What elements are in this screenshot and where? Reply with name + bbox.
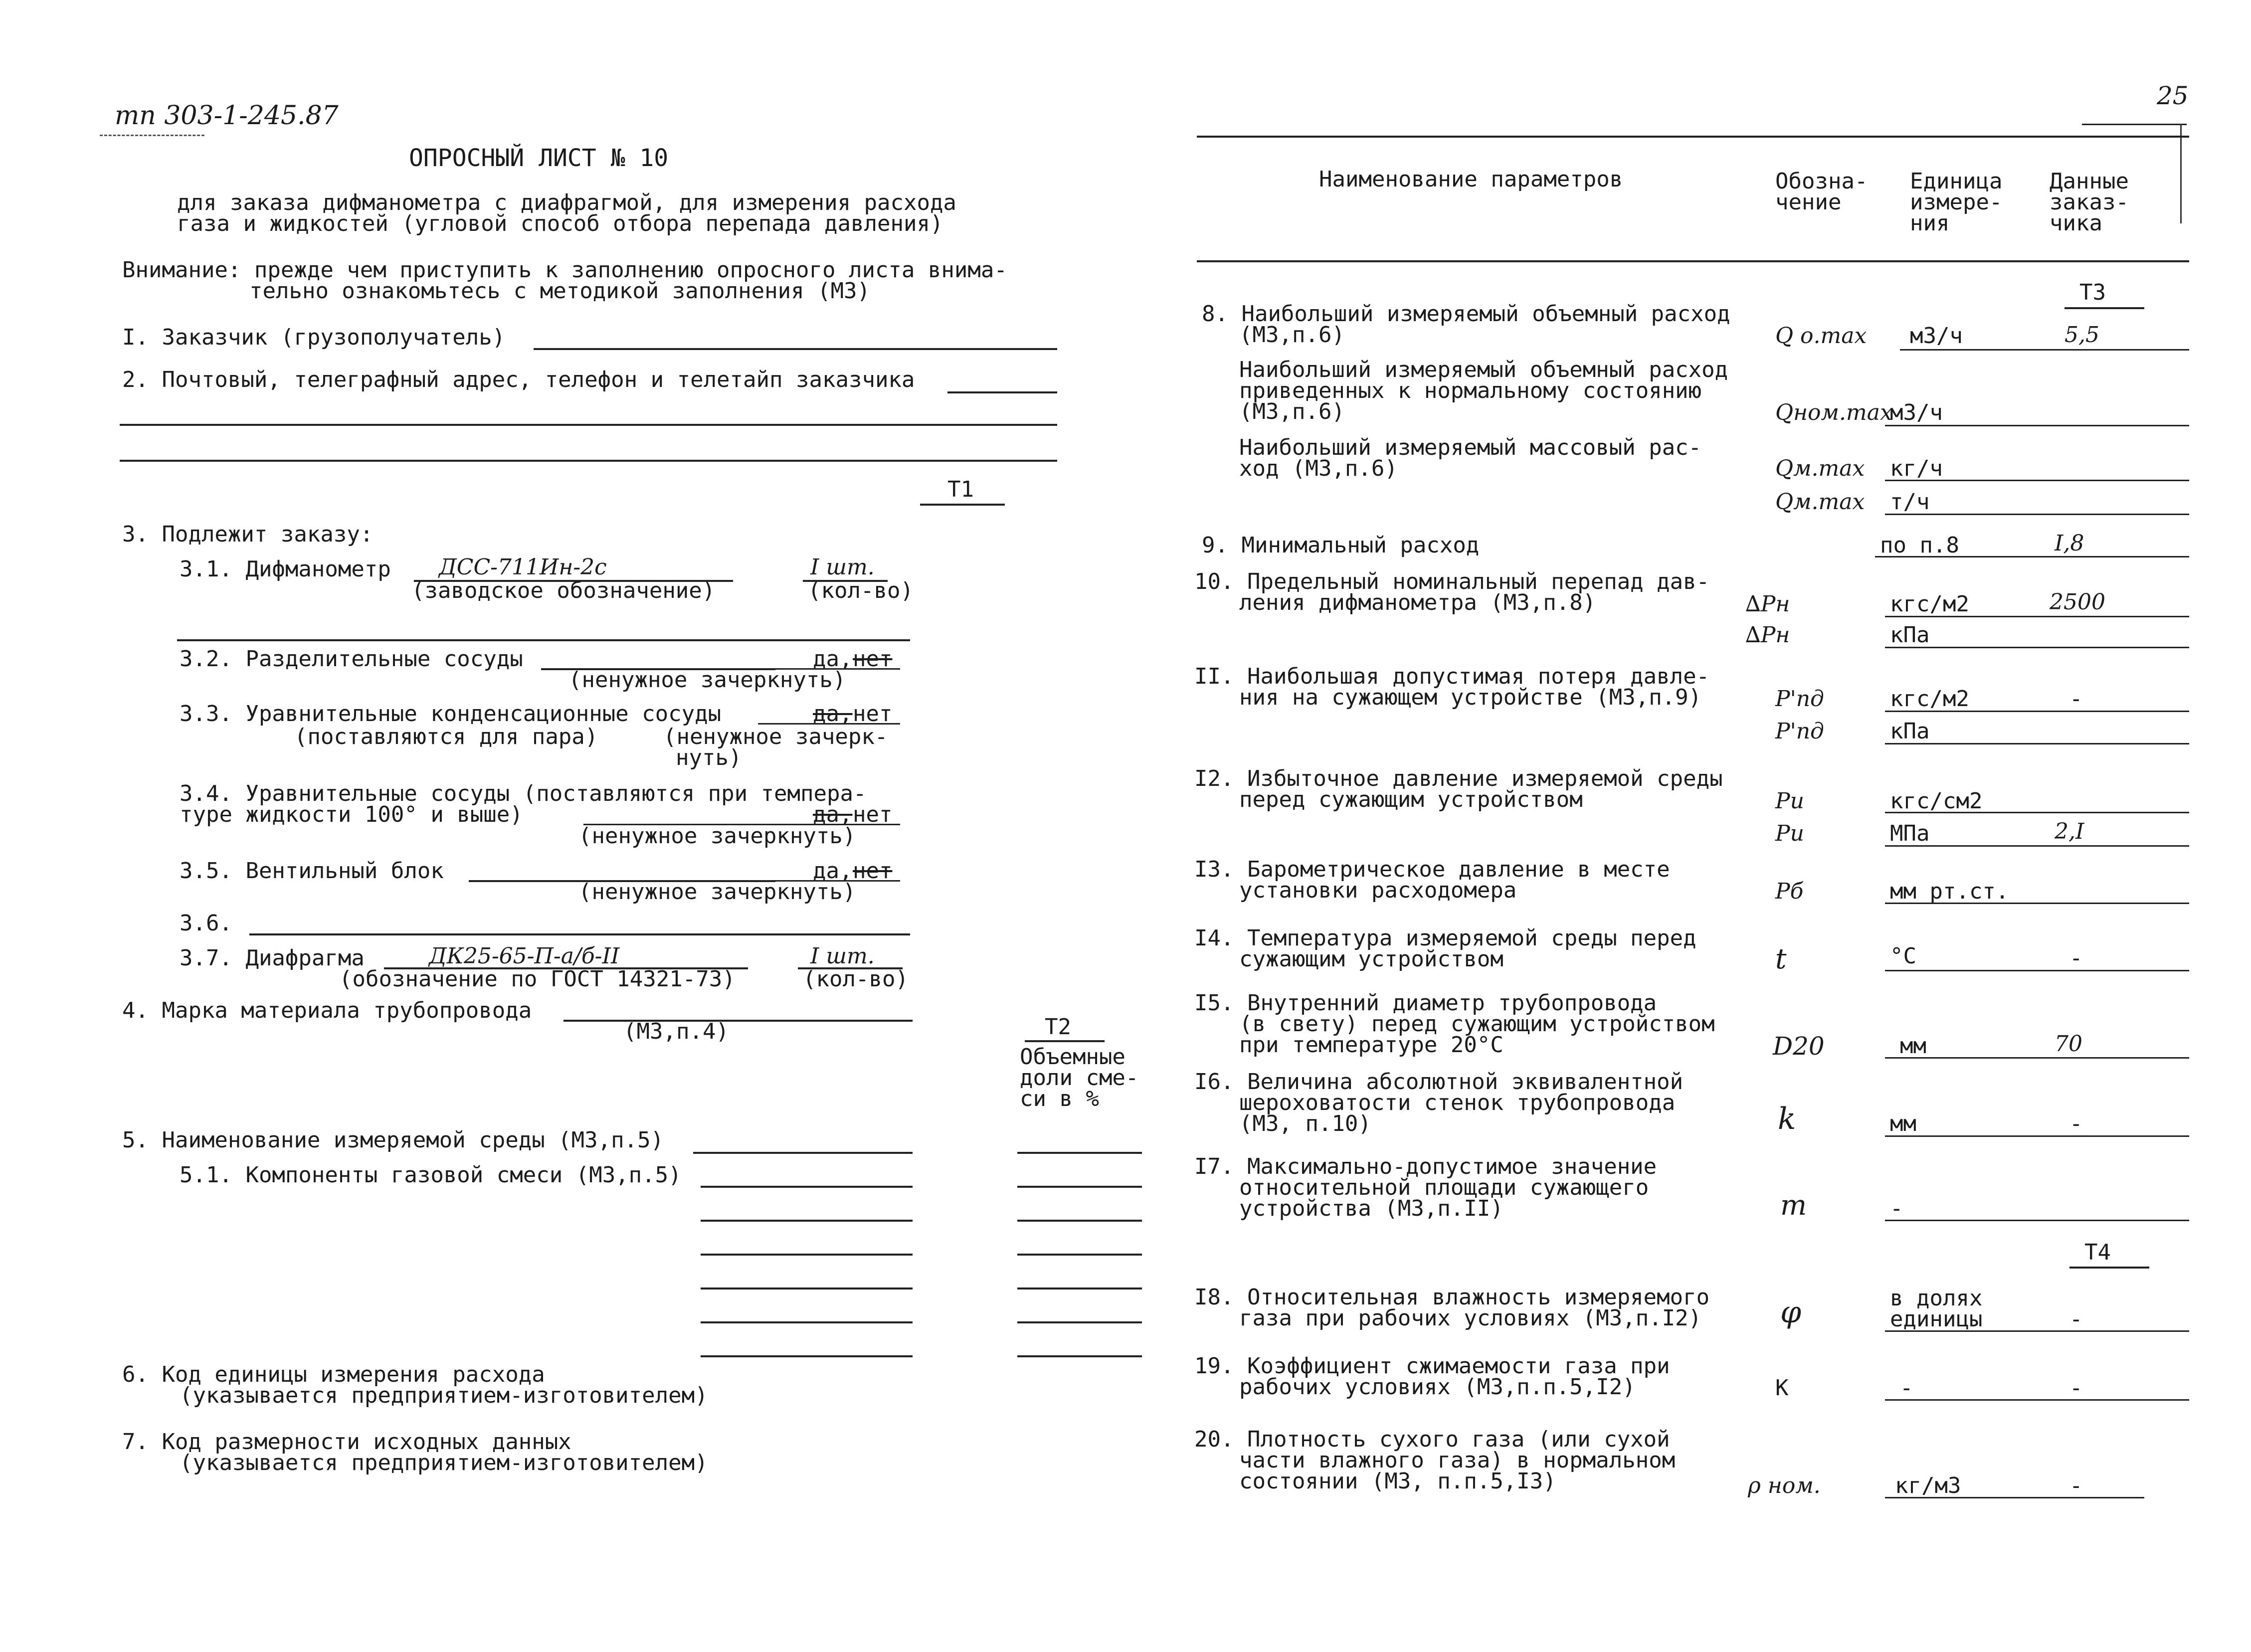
row-8b-line-2: приведенных к нормальному состоянию — [1239, 378, 1702, 403]
row-18-line-1: I8. Относительная влажность измеряемого — [1194, 1285, 1710, 1310]
t1-underline — [920, 504, 1005, 506]
row-17-unit: - — [1890, 1196, 1903, 1221]
item-3-7-hint: (обозначение по ГОСТ 14321-73) — [339, 966, 736, 992]
item-3-6-label: 3.6. — [180, 911, 232, 936]
item-3-7-value: ДК25-65-П-а/б-II — [429, 943, 620, 969]
gas-share-field-3[interactable] — [1017, 1254, 1142, 1256]
row-14-line-2: сужающим устройством — [1239, 946, 1503, 972]
header-symbol-2: чение — [1775, 189, 1842, 215]
header-data-1: Данные — [2050, 169, 2129, 194]
page-title: ОПРОСНЫЙ ЛИСТ № 10 — [409, 144, 669, 172]
row-11-value: - — [2069, 686, 2083, 712]
header-symbol-1: Обозна- — [1775, 169, 1868, 194]
item-3-5-label: 3.5. Вентильный блок — [180, 858, 444, 884]
item-3-1-qty: I шт. — [810, 554, 875, 580]
row-20-unit: кг/м3 — [1895, 1473, 1961, 1498]
header-right-border — [2180, 124, 2182, 223]
row-10-unit: кгс/м2 — [1890, 591, 1969, 617]
row-19-symbol: К — [1775, 1375, 1789, 1401]
item-3-7-label: 3.7. Диафрагма — [180, 945, 365, 971]
item-4-hint: (МЗ,п.4) — [623, 1019, 729, 1044]
item-3-4-yes[interactable]: да, — [813, 802, 853, 827]
row-18-field[interactable] — [1885, 1330, 2189, 1332]
row-15-value: 70 — [2055, 1031, 2082, 1057]
row-18-line-2: газа при рабочих условиях (МЗ,п.I2) — [1239, 1305, 1702, 1331]
row-10-line-2: ления дифманометра (МЗ,п.8) — [1239, 590, 1596, 615]
row-10-field[interactable] — [1885, 616, 2189, 617]
row-16-line-2: шероховатости стенок трубопровода — [1239, 1090, 1676, 1115]
row-20-field[interactable] — [1885, 1497, 2144, 1498]
row-18-unit-b: единицы — [1890, 1306, 1983, 1332]
row-8-value: 5,5 — [2064, 322, 2099, 348]
row-9-value: I,8 — [2055, 531, 2084, 556]
row-12-symbol: Ри — [1775, 788, 1804, 814]
row-9-line-1: 9. Минимальный расход — [1202, 533, 1480, 558]
table-top-rule — [1197, 136, 2189, 138]
row-14-field[interactable] — [1885, 970, 2189, 971]
row-14-symbol: t — [1775, 943, 1787, 975]
row-8b-symbol: Qном.max — [1775, 400, 1892, 425]
item-3-1-qty-hint: (кол-во) — [808, 578, 914, 603]
item-3-1-value: ДСС-711Ин-2с — [439, 554, 607, 580]
row-8c-field-2[interactable] — [1885, 514, 2189, 515]
header-unit-1: Единица — [1910, 169, 2003, 194]
item-3-3-hint-2: нуть) — [676, 745, 742, 770]
row-20-value: - — [2069, 1473, 2083, 1498]
row-10-symbol-2: ∆Рн — [1745, 622, 1790, 648]
gas-component-field-1[interactable] — [701, 1186, 913, 1188]
row-13-line-2: установки расходомера — [1239, 878, 1517, 903]
t4-underline — [2069, 1267, 2149, 1269]
page-number-rule — [2082, 124, 2187, 125]
row-12-value-2: 2,I — [2055, 819, 2084, 844]
item-7-label: 7. Код размерности исходных данных — [122, 1429, 571, 1455]
row-16-value: - — [2069, 1111, 2083, 1136]
row-15-line-3: при температуре 20°С — [1239, 1032, 1503, 1058]
item-3-5-yes[interactable]: да, — [813, 858, 853, 884]
gas-component-field-6[interactable] — [701, 1355, 913, 1357]
gas-share-field-1[interactable] — [1017, 1186, 1142, 1188]
header-unit-3: ния — [1910, 210, 1950, 236]
item-2-field-line-2[interactable] — [120, 424, 1057, 426]
item-6-label: 6. Код единицы измерения расхода — [122, 1362, 545, 1387]
row-9-field[interactable] — [1875, 556, 2189, 557]
row-16-unit: мм — [1890, 1111, 1916, 1136]
row-13-symbol: Рб — [1775, 879, 1804, 904]
row-15-field[interactable] — [1885, 1057, 2189, 1059]
item-3-4-no[interactable]: нет — [853, 802, 893, 827]
row-12-line-1: I2. Избыточное давление измеряемой среды — [1194, 766, 1723, 791]
row-16-symbol: k — [1778, 1101, 1796, 1136]
row-18-unit: в долях — [1890, 1285, 1983, 1311]
item-3-2-hint: (ненужное зачеркнуть) — [568, 667, 846, 693]
row-10-line-1: 10. Предельный номинальный перепад дав- — [1194, 569, 1710, 594]
row-12-line-2: перед сужающим устройством — [1239, 787, 1583, 812]
row-8-line-1: 8. Наибольший измеряемый объемный расход — [1202, 301, 1730, 327]
row-14-unit: °С — [1890, 943, 1916, 969]
note-line-1: Внимание: прежде чем приступить к заполнению опросного листа внима- — [122, 257, 1007, 283]
row-8c-line-2: ход (МЗ,п.6) — [1239, 456, 1398, 481]
row-8b-field[interactable] — [1885, 425, 2189, 426]
row-12-field-2[interactable] — [1885, 845, 2189, 847]
row-13-unit: мм рт.ст. — [1890, 879, 2009, 904]
row-18-symbol: φ — [1780, 1295, 1802, 1330]
header-bottom-rule — [1197, 260, 2189, 262]
row-12-unit: кгс/см2 — [1890, 788, 1983, 814]
item-3-3-hint-1: (ненужное зачерк- — [663, 724, 888, 749]
item-3-6-field[interactable] — [249, 933, 910, 935]
gas-share-field-5[interactable] — [1017, 1321, 1142, 1323]
item-2-field-line-3[interactable] — [120, 460, 1057, 462]
item-3-7-qty-hint: (кол-во) — [803, 966, 909, 992]
subtitle-line-2: газа и жидкостей (угловой способ отбора перепада давления) — [177, 211, 943, 236]
stamp-underline — [100, 135, 204, 136]
row-19-field[interactable] — [1885, 1399, 2189, 1401]
item-3-2-label: 3.2. Разделительные сосуды — [180, 646, 523, 672]
document-stamp: тп 303-1-245.87 — [115, 101, 339, 131]
item-4-field[interactable] — [563, 1020, 913, 1022]
row-8c-field[interactable] — [1885, 480, 2189, 481]
row-11-symbol: Р'пд — [1775, 686, 1824, 712]
t3-underline — [2064, 307, 2144, 309]
row-19-line-1: 19. Коэффициент сжимаемости газа при — [1194, 1353, 1670, 1379]
item-3-label: 3. Подлежит заказу: — [122, 522, 374, 547]
row-9-unit: по п.8 — [1880, 533, 1959, 558]
item-3-3-label: 3.3. Уравнительные конденсационные сосуды — [180, 701, 722, 727]
row-11-line-1: II. Наибольшая допустимая потеря давле- — [1194, 664, 1710, 689]
row-17-field[interactable] — [1885, 1220, 2189, 1221]
header-data-3: чика — [2050, 210, 2102, 236]
row-15-line-2: (в свету) перед сужающим устройством — [1239, 1011, 1715, 1037]
row-19-unit: - — [1900, 1375, 1913, 1401]
row-20-line-2: части влажного газа) в нормальном — [1239, 1448, 1676, 1473]
row-16-field[interactable] — [1885, 1135, 2189, 1137]
row-11-field-2[interactable] — [1885, 743, 2189, 744]
item-3-4-label-2: туре жидкости 100° и выше) — [180, 802, 523, 827]
row-10-unit-2: кПа — [1890, 622, 1930, 648]
row-8c-line-1: Наибольший измеряемый массовый рас- — [1239, 435, 1702, 460]
t2-header-1: Объемные — [1020, 1044, 1126, 1070]
row-16-line-1: I6. Величина абсолютной эквивалентной — [1194, 1069, 1684, 1095]
row-12-unit-2: МПа — [1890, 821, 1930, 846]
row-10-field-2[interactable] — [1885, 647, 2189, 648]
row-19-line-2: рабочих условиях (МЗ,п.п.5,I2) — [1239, 1374, 1636, 1400]
row-8c-symbol: Qм.max — [1775, 456, 1865, 481]
item-1-label: I. Заказчик (грузополучатель) — [122, 325, 506, 350]
item-5-1-label: 5.1. Компоненты газовой смеси (МЗ,п.5) — [180, 1162, 682, 1188]
gas-share-field-6[interactable] — [1017, 1355, 1142, 1357]
row-8b-line-1: Наибольший измеряемый объемный расход — [1239, 357, 1728, 382]
row-11-symbol-2: Р'пд — [1775, 719, 1824, 744]
row-13-line-1: I3. Барометрическое давление в месте — [1194, 857, 1670, 882]
row-8-field[interactable] — [1900, 349, 2189, 351]
table-tag-t3: Т3 — [2079, 280, 2106, 305]
item-3-4-label-1: 3.4. Уравнительные сосуды (поставляются при темпера- — [180, 781, 867, 806]
item-3-2-yes[interactable]: да, — [813, 646, 853, 672]
item-3-4-hint: (ненужное зачеркнуть) — [578, 823, 856, 849]
gas-component-field-3[interactable] — [701, 1254, 913, 1256]
row-11-unit-2: кПа — [1890, 719, 1930, 744]
item-3-3-no[interactable]: нет — [853, 701, 893, 727]
item-3-3-yes[interactable]: да, — [813, 701, 853, 727]
row-14-line-1: I4. Температура измеряемой среды перед — [1194, 925, 1696, 951]
row-8b-unit: м3/ч — [1890, 400, 1943, 425]
row-20-line-3: состоянии (МЗ, п.п.5,I3) — [1239, 1468, 1556, 1494]
table-tag-t4: Т4 — [2084, 1240, 2111, 1265]
note-line-2: тельно ознакомьтесь с методикой заполнения (МЗ) — [249, 278, 871, 304]
row-10-value: 2500 — [2050, 589, 2105, 615]
row-20-symbol: ρ ном. — [1748, 1473, 1821, 1498]
gas-component-field-5[interactable] — [701, 1321, 913, 1323]
row-8c-symbol-2: Qм.max — [1775, 489, 1865, 515]
table-tag-t1: Т1 — [947, 477, 974, 502]
item-3-3-note: (поставляются для пара) — [294, 724, 598, 749]
row-11-field[interactable] — [1885, 711, 2189, 712]
row-11-line-2: ния на сужающем устройстве (МЗ,п.9) — [1239, 685, 1702, 710]
table-tag-t2: Т2 — [1045, 1014, 1071, 1040]
gas-component-field-2[interactable] — [701, 1220, 913, 1222]
row-17-symbol: m — [1780, 1189, 1807, 1222]
item-3-1-hint: (заводское обозначение) — [411, 578, 716, 603]
row-15-symbol: D20 — [1773, 1032, 1825, 1061]
item-3-2-no[interactable]: нет — [853, 646, 893, 672]
page-number: 25 — [2157, 81, 2189, 110]
t2-header-2: доли сме- — [1020, 1065, 1139, 1091]
item-2-label: 2. Почтовый, телеграфный адрес, телефон и телетайп заказчика — [122, 367, 915, 392]
row-14-value: - — [2069, 945, 2083, 971]
subtitle-line-1: для заказа дифманометра с диафрагмой, для измерения расхода — [177, 190, 956, 215]
item-4-label: 4. Марка материала трубопровода — [122, 998, 532, 1023]
gas-component-field-4[interactable] — [701, 1287, 913, 1289]
item-5-share-field[interactable] — [1017, 1152, 1142, 1154]
t2-header-3: си в % — [1020, 1086, 1099, 1111]
row-8-symbol: Q о.max — [1775, 323, 1867, 349]
item-3-1-label: 3.1. Дифманометр — [180, 556, 391, 582]
row-10-symbol: ∆Рн — [1745, 591, 1790, 617]
t2-underline — [1025, 1040, 1105, 1042]
row-18-value: - — [2069, 1306, 2083, 1332]
gas-share-field-2[interactable] — [1017, 1220, 1142, 1222]
header-unit-2: измере- — [1910, 189, 2003, 215]
row-8-line-2: (МЗ,п.6) — [1239, 322, 1345, 348]
row-8c-unit-2: т/ч — [1890, 489, 1930, 515]
row-15-line-1: I5. Внутренний диаметр трубопровода — [1194, 990, 1657, 1016]
item-3-7-qty: I шт. — [810, 943, 875, 969]
row-17-line-2: относительной площади сужающего — [1239, 1175, 1649, 1200]
row-20-line-1: 20. Плотность сухого газа (или сухой — [1194, 1427, 1670, 1452]
item-1-field[interactable] — [534, 348, 1057, 350]
row-8b-line-3: (МЗ,п.6) — [1239, 399, 1345, 424]
gas-share-field-4[interactable] — [1017, 1287, 1142, 1289]
row-12-symbol-2: Ри — [1775, 821, 1804, 846]
item-5-field[interactable] — [693, 1152, 913, 1154]
row-13-field[interactable] — [1885, 903, 2189, 904]
row-12-field[interactable] — [1885, 812, 2189, 813]
header-param-name: Наименование параметров — [1319, 167, 1623, 192]
row-19-value: - — [2069, 1375, 2083, 1401]
item-6-hint: (указывается предприятием-изготовителем) — [180, 1383, 708, 1408]
row-16-line-3: (МЗ, п.10) — [1239, 1111, 1371, 1136]
header-data-2: заказ- — [2050, 189, 2129, 215]
row-8c-unit: кг/ч — [1890, 456, 1943, 481]
row-17-line-1: I7. Максимально-допустимое значение — [1194, 1154, 1657, 1179]
item-3-5-no[interactable]: нет — [853, 858, 893, 884]
row-15-unit: мм — [1900, 1033, 1926, 1059]
item-7-hint: (указывается предприятием-изготовителем) — [180, 1450, 708, 1475]
item-3-1-extra-field[interactable] — [177, 639, 910, 641]
item-2-field[interactable] — [947, 391, 1057, 393]
item-3-5-hint: (ненужное зачеркнуть) — [578, 879, 856, 905]
item-5-label: 5. Наименование измеряемой среды (МЗ,п.5) — [122, 1127, 664, 1153]
row-8-unit: м3/ч — [1910, 323, 1963, 349]
row-17-line-3: устройства (МЗ,п.II) — [1239, 1196, 1503, 1221]
row-11-unit: кгс/м2 — [1890, 686, 1969, 712]
